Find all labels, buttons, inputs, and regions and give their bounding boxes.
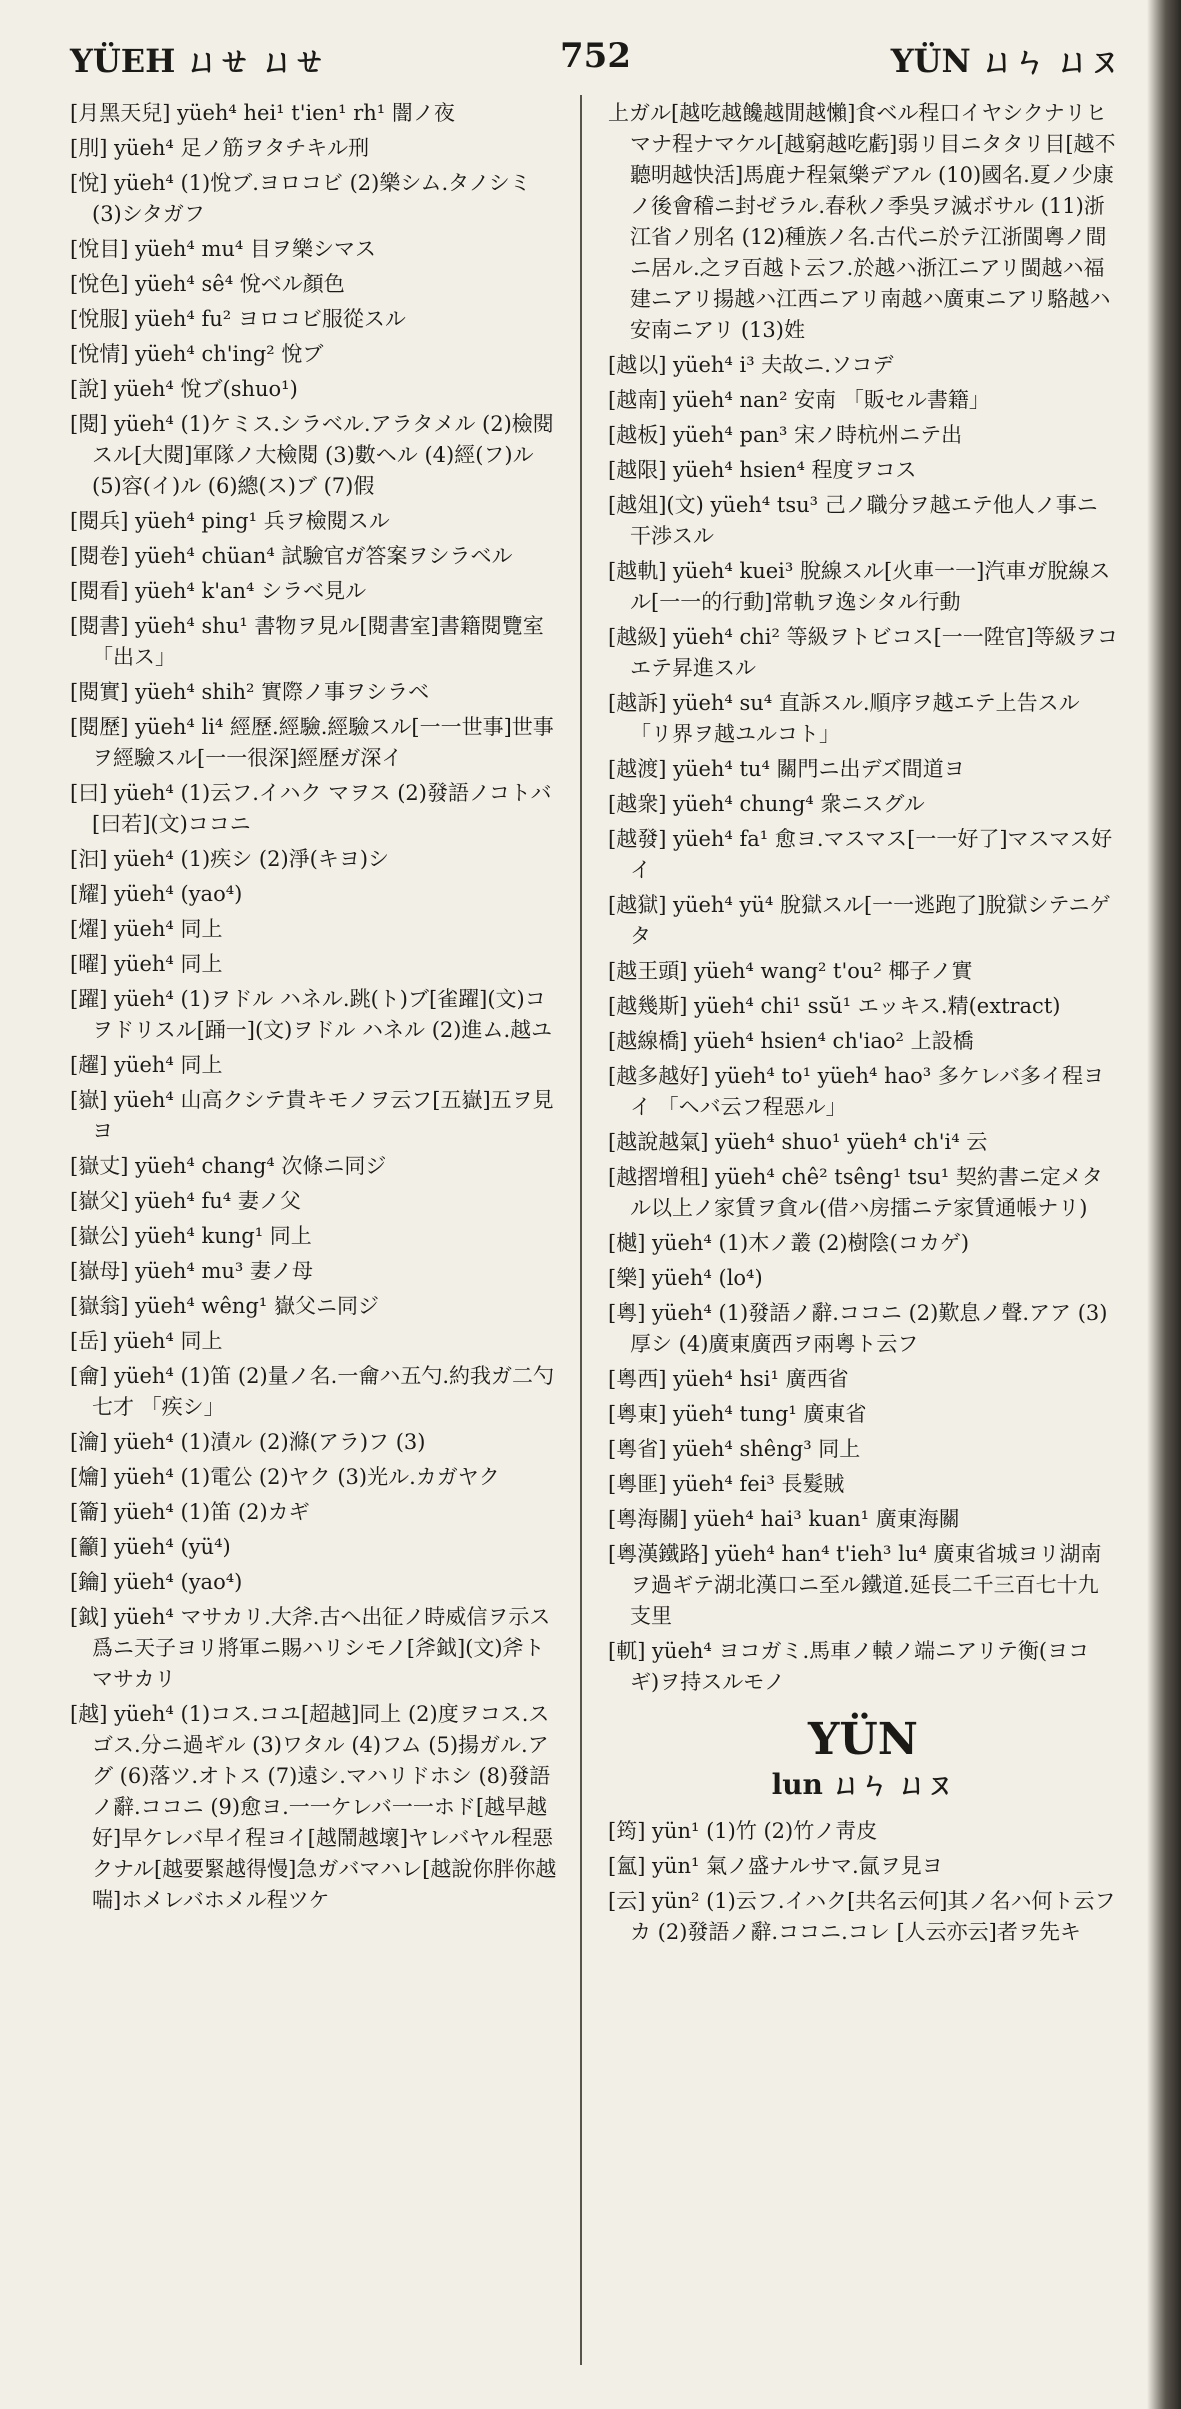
dictionary-entry: [月黑天兒] yüeh⁴ hei¹ t'ien¹ rh¹ 闇ノ夜 — [70, 101, 455, 125]
dictionary-entry: [越說越氣] yüeh⁴ shuo¹ yüeh⁴ ch'i⁴ 云 — [608, 1130, 988, 1154]
dictionary-entry: [耀] yüeh⁴ (yao⁴) — [70, 882, 243, 906]
dictionary-entry: [粵匪] yüeh⁴ fei³ 長髮賊 — [608, 1472, 845, 1496]
dictionary-entry: [曰] yüeh⁴ (1)云フ.イハク マヲス (2)發語ノコトバ[曰若](文)ココニ — [70, 781, 552, 836]
dictionary-entry: [汩] yüeh⁴ (1)疾シ (2)淨(キヨ)シ — [70, 847, 390, 871]
dictionary-entry: [越多越好] yüeh⁴ to¹ yüeh⁴ hao³ 多ケレバ多イ程ヨイ 「ヘバ云フ程惡ル」 — [608, 1064, 1104, 1119]
dictionary-entry: [嶽翁] yüeh⁴ wêng¹ 嶽父ニ同ジ — [70, 1294, 379, 1318]
dictionary-entry: [閱看] yüeh⁴ k'an⁴ シラベ見ル — [70, 579, 367, 603]
dictionary-entry: [粵] yüeh⁴ (1)發語ノ辭.ココニ (2)歎息ノ聲.アア (3)厚シ (4)廣東廣西ヲ兩粵ト云フ — [608, 1301, 1108, 1356]
dictionary-entry: [悅情] yüeh⁴ ch'ing² 悅ブ — [70, 342, 324, 366]
dictionary-entry: [越軌] yüeh⁴ kuei³ 脫線スル[火車一一]汽車ガ脫線スル[一一的行動]常軌ヲ逸シタル行動 — [608, 559, 1111, 614]
dictionary-entry: [籲] yüeh⁴ (yü⁴) — [70, 1535, 231, 1559]
dictionary-entry: [岳] yüeh⁴ 同上 — [70, 1329, 223, 1353]
column-divider — [580, 95, 582, 2365]
header-left-heading: YÜEH ㄩㄝ ㄩㄝ — [70, 42, 326, 80]
dictionary-entry: [悅色] yüeh⁴ sê⁴ 悅ベル顏色 — [70, 272, 345, 296]
dictionary-entry: [曜] yüeh⁴ 同上 — [70, 952, 223, 976]
dictionary-entry: [嶽父] yüeh⁴ fu⁴ 妻ノ父 — [70, 1189, 301, 1213]
dictionary-entry: [爚] yüeh⁴ (1)電公 (2)ヤク (3)光ル.カガヤク — [70, 1465, 500, 1489]
dictionary-entry: [越級] yüeh⁴ chi² 等級ヲトビコス[一一陞官]等級ヲコエテ昇進スル — [608, 625, 1118, 680]
dictionary-entry: [嶽公] yüeh⁴ kung¹ 同上 — [70, 1224, 312, 1248]
right-column — [608, 98, 1118, 2388]
dictionary-entry: [越渡] yüeh⁴ tu⁴ 關門ニ出デズ間道ヨ — [608, 757, 965, 781]
page-number: 752 — [560, 36, 631, 76]
dictionary-entry: [閱實] yüeh⁴ shih² 實際ノ事ヲシラベ — [70, 680, 430, 704]
dictionary-entry: [粵漢鐵路] yüeh⁴ han⁴ t'ieh³ lu⁴ 廣東省城ヨリ湖南ヲ過ギテ湖北漢口ニ至ル鐵道.延長二千三百七十九支里 — [608, 1542, 1102, 1628]
dictionary-entry: [刖] yüeh⁴ 足ノ筋ヲタチキル刑 — [70, 136, 370, 160]
dictionary-entry: [嶽丈] yüeh⁴ chang⁴ 次條ニ同ジ — [70, 1154, 387, 1178]
dictionary-entry: [越限] yüeh⁴ hsien⁴ 程度ヲコス — [608, 458, 917, 482]
dictionary-entry: [閱] yüeh⁴ (1)ケミス.シラベル.アラタメル (2)檢閱スル[大閱]軍隊ノ大檢閱 (3)數ヘル (4)經(フ)ル (5)容(イ)ル (6)總(ス)ブ (7)假 — [70, 412, 554, 498]
section-subtitle: lun ㄩㄣ ㄩㄡ — [771, 1768, 955, 1801]
dictionary-entry: [越衆] yüeh⁴ chung⁴ 衆ニスグル — [608, 792, 925, 816]
dictionary-entry: [鑰] yüeh⁴ (yao⁴) — [70, 1570, 243, 1594]
dictionary-entry: [嶽] yüeh⁴ 山高クシテ貴キモノヲ云フ[五嶽]五ヲ見ヨ — [70, 1088, 554, 1143]
dictionary-entry: [越] yüeh⁴ (1)コス.コユ[超越]同上 (2)度ヲコス.スゴス.分ニ過ギル (3)ワタル (4)フム (5)揚ガル.アグ (6)落ツ.オトス (7)遠シ.マハリドホシ (8)發語ノ辭.ココニ (9)愈ヨ.一一ケレバ一一ホド[越早越好]早ケレバ早イ程ヨイ[越鬧越壞]ヤレバヤル程惡クナル[越要緊越得慢]急ガバマハレ[越說你胖你越喘]ホメレバホメル程ツケ — [70, 1702, 557, 1912]
dictionary-entry: [粵省] yüeh⁴ shêng³ 同上 — [608, 1437, 861, 1461]
dictionary-entry: [粵海關] yüeh⁴ hai³ kuan¹ 廣東海關 — [608, 1507, 960, 1531]
dictionary-entry: [氳] yün¹ 氣ノ盛ナルサマ.氤ヲ見ヨ — [608, 1854, 943, 1878]
dictionary-entry: [趯] yüeh⁴ 同上 — [70, 1053, 223, 1077]
header-right-heading: YÜN ㄩㄣ ㄩㄡ — [890, 42, 1121, 80]
dictionary-entry: [越板] yüeh⁴ pan³ 宋ノ時杭州ニテ出 — [608, 423, 963, 447]
dictionary-entry: [悅] yüeh⁴ (1)悅ブ.ヨロコビ (2)樂シム.タノシミ (3)シタガフ — [70, 171, 531, 226]
page-edge-shadow — [1147, 0, 1181, 2409]
dictionary-entry: [籥] yüeh⁴ (1)笛 (2)カギ — [70, 1500, 310, 1524]
dictionary-entry: [粵西] yüeh⁴ hsi¹ 廣西省 — [608, 1367, 849, 1391]
dictionary-entry: [樾] yüeh⁴ (1)木ノ叢 (2)樹陰(コカゲ) — [608, 1231, 970, 1255]
dictionary-entry: [越獄] yüeh⁴ yü⁴ 脫獄スル[一一逃跑了]脫獄シテニゲタ — [608, 893, 1111, 948]
dictionary-entry: [悅目] yüeh⁴ mu⁴ 目ヲ樂シマス — [70, 237, 377, 261]
dictionary-entry: [嶽母] yüeh⁴ mu³ 妻ノ母 — [70, 1259, 314, 1283]
dictionary-entry: [躍] yüeh⁴ (1)ヲドル ハネル.跳(ト)ブ[雀躍](文)コヲドリスル[踊一](文)ヲドル ハネル (2)進ム.越ユ — [70, 987, 553, 1042]
right-column-top-entries — [608, 98, 1118, 1698]
dictionary-entry: [越以] yüeh⁴ i³ 夫故ニ.ソコデ — [608, 353, 894, 377]
dictionary-entry: [樂] yüeh⁴ (lo⁴) — [608, 1266, 763, 1290]
right-column-bottom-entries — [608, 1816, 1118, 1948]
dictionary-entry: [越線橋] yüeh⁴ hsien⁴ ch'iao² 上設橋 — [608, 1029, 974, 1053]
dictionary-entry: [越南] yüeh⁴ nan² 安南 「販セル書籍」 — [608, 388, 990, 412]
dictionary-entry: [越幾斯] yüeh⁴ chi¹ ssŭ¹ エッキス.精(extract) — [608, 994, 1061, 1018]
dictionary-entry: [說] yüeh⁴ 悅ブ(shuo¹) — [70, 377, 298, 401]
dictionary-entry: [越王頭] yüeh⁴ wang² t'ou² 椰子ノ實 — [608, 959, 973, 983]
dictionary-entry: [龠] yüeh⁴ (1)笛 (2)量ノ名.一龠ハ五勺.約我ガ二勺七才 「疾シ」 — [70, 1364, 555, 1419]
page-header — [70, 36, 1121, 86]
dictionary-entry: [軏] yüeh⁴ ヨコガミ.馬車ノ轅ノ端ニアリテ衡(ヨコギ)ヲ持スルモノ — [608, 1639, 1090, 1694]
dictionary-entry: [鉞] yüeh⁴ マサカリ.大斧.古ヘ出征ノ時威信ヲ示ス爲ニ天子ヨリ將軍ニ賜ハリシモノ[斧鉞](文)斧トマサカリ — [70, 1605, 551, 1691]
dictionary-entry: [越俎](文) yüeh⁴ tsu³ 己ノ職分ヲ越エテ他人ノ事ニ干渉スル — [608, 493, 1098, 548]
dictionary-entry: [越摺增租] yüeh⁴ chê² tsêng¹ tsu¹ 契約書ニ定メタル以上ノ家賃ヲ貪ル(借ハ房擂ニテ家賃通帳ナリ) — [608, 1165, 1103, 1220]
dictionary-entry: [閱卷] yüeh⁴ chüan⁴ 試驗官ガ答案ヲシラベル — [70, 544, 513, 568]
dictionary-entry: [筠] yün¹ (1)竹 (2)竹ノ靑皮 — [608, 1819, 878, 1843]
left-column — [70, 98, 560, 2388]
dictionary-entry: [燿] yüeh⁴ 同上 — [70, 917, 223, 941]
dictionary-entry: [閱書] yüeh⁴ shu¹ 書物ヲ見ル[閱書室]書籍閱覽室 「出ス」 — [70, 614, 544, 669]
dictionary-entry: [越發] yüeh⁴ fa¹ 愈ヨ.マスマス[一一好了]マスマス好イ — [608, 827, 1113, 882]
dictionary-entry: [越訴] yüeh⁴ su⁴ 直訴スル.順序ヲ越エテ上告スル 「リ界ヲ越ユルコト」 — [608, 691, 1080, 746]
dictionary-entry: [閱歷] yüeh⁴ li⁴ 經歷.經驗.經驗スル[一一世事]世事ヲ經驗スル[一一很深]經歷ガ深イ — [70, 715, 554, 770]
dictionary-entry: [粵東] yüeh⁴ tung¹ 廣東省 — [608, 1402, 867, 1426]
dictionary-entry: 上ガル[越吃越饞越閒越懶]食ベル程口イヤシクナリヒマナ程ナマケル[越窮越吃虧]弱リ目ニタタリ目[越不聽明越快活]馬鹿ナ程氣樂デアル (10)國名.夏ノ少康ノ後會稽ニ封ゼラル.春秋ノ季吳ヲ滅ボサル (11)浙江省ノ別名 (12)種族ノ名.古代ニ於テ江浙閩粵ノ間ニ居ル.之ヲ百越ト云フ.於越ハ浙江ニアリ閩越ハ福建ニアリ揚越ハ江西ニアリ南越ハ廣東ニアリ駱越ハ安南ニアリ (13)姓 — [608, 101, 1116, 342]
dictionary-entry: [悅服] yüeh⁴ fu² ヨロコビ服從スル — [70, 307, 406, 331]
dictionary-entry: [瀹] yüeh⁴ (1)漬ル (2)滌(アラ)フ (3) — [70, 1430, 426, 1454]
dictionary-entry: [云] yün² (1)云フ.イハク[共名云何]其ノ名ハ何ト云フカ (2)發語ノ辭.ココニ.コレ [人云亦云]者ヲ先キ — [608, 1889, 1116, 1944]
dictionary-entry: [閱兵] yüeh⁴ ping¹ 兵ヲ檢閱スル — [70, 509, 390, 533]
section-title: YÜN — [808, 1714, 918, 1765]
